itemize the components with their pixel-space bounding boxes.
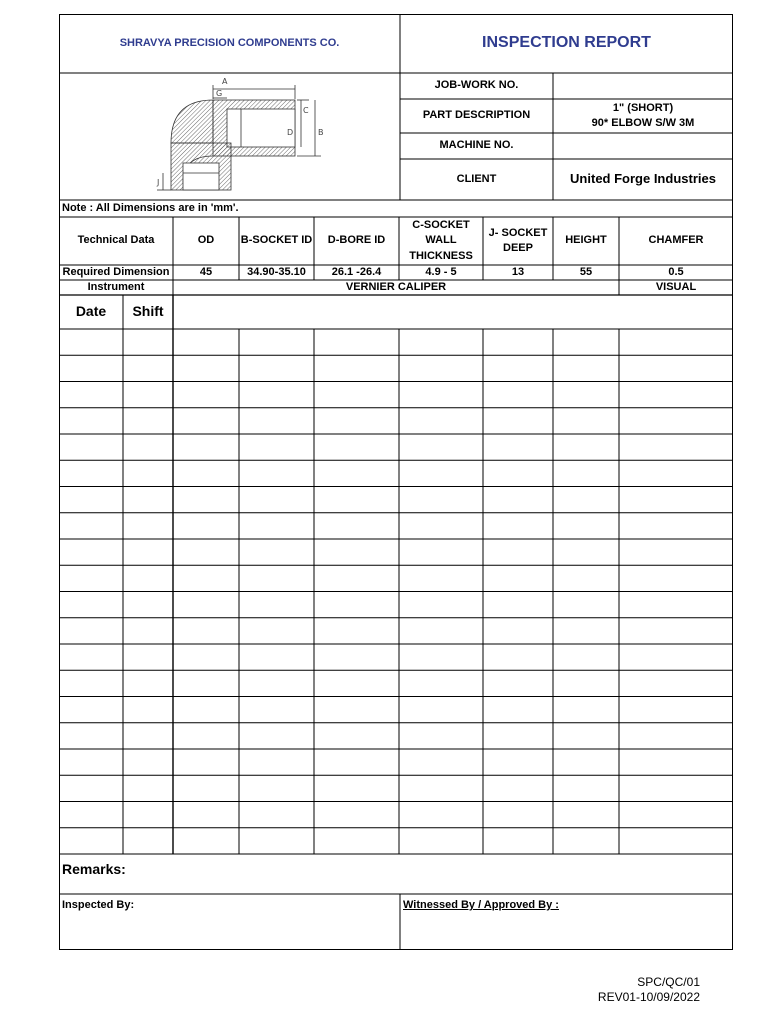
required-j-socket-deep: 13 [511, 265, 525, 278]
entry-cell-od[interactable] [173, 434, 239, 460]
entry-cell-d-bore-id[interactable] [314, 382, 399, 408]
entry-cell-height[interactable] [553, 460, 619, 486]
entry-cell-shift[interactable] [123, 434, 173, 460]
entry-cell-shift[interactable] [123, 775, 173, 801]
required-chamfer: 0.5 [668, 265, 684, 278]
entry-cell-height[interactable] [553, 644, 619, 670]
entry-cell-d-bore-id[interactable] [314, 670, 399, 696]
entry-cell-height[interactable] [553, 382, 619, 408]
col-chamfer: CHAMFER [648, 234, 704, 247]
entry-cell-height[interactable] [553, 408, 619, 434]
entry-cell-c-socket-wall[interactable] [399, 565, 483, 591]
entry-cell-height[interactable] [553, 434, 619, 460]
entry-cell-chamfer[interactable] [619, 565, 733, 591]
entry-cell-b-socket-id[interactable] [239, 513, 314, 539]
entry-cell-od[interactable] [173, 828, 239, 854]
entry-cell-c-socket-wall[interactable] [399, 670, 483, 696]
dim-label-a: A [222, 77, 228, 86]
part-description-line2: 90* ELBOW S/W 3M [591, 117, 695, 129]
entry-cell-od[interactable] [173, 618, 239, 644]
entry-cell-j-socket-deep[interactable] [483, 382, 553, 408]
entry-cell-b-socket-id[interactable] [239, 408, 314, 434]
entry-cell-height[interactable] [553, 487, 619, 513]
entry-cell-chamfer[interactable] [619, 329, 733, 355]
entry-cell-chamfer[interactable] [619, 434, 733, 460]
entry-cell-od[interactable] [173, 697, 239, 723]
job-work-value [553, 73, 733, 99]
entry-cell-j-socket-deep[interactable] [483, 408, 553, 434]
entry-cell-shift[interactable] [123, 513, 173, 539]
entry-cell-height[interactable] [553, 618, 619, 644]
inspection-report-sheet [59, 14, 733, 950]
dim-label-d: D [287, 128, 294, 137]
entry-cell-d-bore-id[interactable] [314, 828, 399, 854]
entry-cell-j-socket-deep[interactable] [483, 618, 553, 644]
entry-cell-shift[interactable] [123, 408, 173, 434]
entry-cell-od[interactable] [173, 487, 239, 513]
entry-cell-od[interactable] [173, 723, 239, 749]
entry-cell-od[interactable] [173, 592, 239, 618]
entry-cell-j-socket-deep[interactable] [483, 697, 553, 723]
entry-cell-b-socket-id[interactable] [239, 539, 314, 565]
required-d-bore-id: 26.1 -26.4 [331, 265, 382, 278]
inspected-by-label: Inspected By: [62, 899, 135, 911]
required-od: 45 [199, 265, 213, 278]
dim-label-c: C [303, 106, 309, 115]
entry-cell-d-bore-id[interactable] [314, 697, 399, 723]
entry-cell-b-socket-id[interactable] [239, 644, 314, 670]
witnessed-by-label: Witnessed By / Approved By : [403, 899, 559, 911]
entry-cell-j-socket-deep[interactable] [483, 775, 553, 801]
remarks-label: Remarks: [62, 861, 126, 877]
entry-cell-date[interactable] [59, 539, 123, 565]
entry-cell-c-socket-wall[interactable] [399, 355, 483, 381]
entry-cell-date[interactable] [59, 670, 123, 696]
entry-cell-shift[interactable] [123, 539, 173, 565]
entry-cell-date[interactable] [59, 802, 123, 828]
col-j-socket-deep: J- SOCKET DEEP [488, 226, 548, 254]
entry-cell-j-socket-deep[interactable] [483, 513, 553, 539]
entry-cell-j-socket-deep[interactable] [483, 592, 553, 618]
entry-cell-height[interactable] [553, 775, 619, 801]
entry-cell-chamfer[interactable] [619, 513, 733, 539]
entry-cell-b-socket-id[interactable] [239, 565, 314, 591]
entry-cell-shift[interactable] [123, 618, 173, 644]
entry-cell-c-socket-wall[interactable] [399, 408, 483, 434]
required-c-socket-wall: 4.9 - 5 [425, 265, 457, 278]
entry-cell-chamfer[interactable] [619, 618, 733, 644]
entry-cell-d-bore-id[interactable] [314, 775, 399, 801]
dim-label-g: G [216, 89, 223, 98]
entry-cell-shift[interactable] [123, 644, 173, 670]
machine-no-label: MACHINE NO. [439, 139, 514, 152]
entry-cell-j-socket-deep[interactable] [483, 487, 553, 513]
entry-cell-chamfer[interactable] [619, 592, 733, 618]
entry-cell-od[interactable] [173, 802, 239, 828]
entry-cell-j-socket-deep[interactable] [483, 355, 553, 381]
entry-cell-date[interactable] [59, 697, 123, 723]
entry-cell-date[interactable] [59, 513, 123, 539]
entry-cell-c-socket-wall[interactable] [399, 460, 483, 486]
entry-cell-b-socket-id[interactable] [239, 487, 314, 513]
entry-cell-shift[interactable] [123, 460, 173, 486]
entry-cell-chamfer[interactable] [619, 670, 733, 696]
entry-cell-c-socket-wall[interactable] [399, 513, 483, 539]
entry-cell-b-socket-id[interactable] [239, 618, 314, 644]
entry-cell-d-bore-id[interactable] [314, 565, 399, 591]
entry-cell-c-socket-wall[interactable] [399, 487, 483, 513]
entry-cell-date[interactable] [59, 775, 123, 801]
entry-cell-date[interactable] [59, 618, 123, 644]
entry-cell-c-socket-wall[interactable] [399, 828, 483, 854]
entry-cell-d-bore-id[interactable] [314, 592, 399, 618]
entry-cell-od[interactable] [173, 408, 239, 434]
entry-cell-height[interactable] [553, 565, 619, 591]
entry-cell-b-socket-id[interactable] [239, 382, 314, 408]
entry-cell-od[interactable] [173, 329, 239, 355]
entry-cell-b-socket-id[interactable] [239, 802, 314, 828]
entry-cell-j-socket-deep[interactable] [483, 434, 553, 460]
entry-cell-height[interactable] [553, 749, 619, 775]
entry-cell-d-bore-id[interactable] [314, 355, 399, 381]
entry-cell-height[interactable] [553, 828, 619, 854]
elbow-fitting-drawing-icon [59, 73, 400, 200]
entry-cell-chamfer[interactable] [619, 644, 733, 670]
entry-cell-chamfer[interactable] [619, 539, 733, 565]
entry-cell-c-socket-wall[interactable] [399, 802, 483, 828]
entry-cell-chamfer[interactable] [619, 775, 733, 801]
machine-no-value [553, 133, 733, 159]
required-dimension-label: Required Dimension [62, 265, 170, 278]
entry-cell-chamfer[interactable] [619, 355, 733, 381]
entry-cell-od[interactable] [173, 644, 239, 670]
entry-cell-c-socket-wall[interactable] [399, 618, 483, 644]
entry-cell-shift[interactable] [123, 592, 173, 618]
col-od: OD [197, 234, 215, 247]
client-value: United Forge Industries [570, 171, 716, 187]
entry-cell-c-socket-wall[interactable] [399, 723, 483, 749]
entry-cell-chamfer[interactable] [619, 723, 733, 749]
entry-cell-c-socket-wall[interactable] [399, 329, 483, 355]
entry-cell-date[interactable] [59, 460, 123, 486]
entry-cell-j-socket-deep[interactable] [483, 802, 553, 828]
entry-cell-height[interactable] [553, 670, 619, 696]
entry-cell-od[interactable] [173, 775, 239, 801]
entry-cell-shift[interactable] [123, 749, 173, 775]
entry-cell-height[interactable] [553, 723, 619, 749]
entry-cell-b-socket-id[interactable] [239, 592, 314, 618]
units-note: Note : All Dimensions are in 'mm'. [62, 201, 239, 214]
entry-cell-j-socket-deep[interactable] [483, 828, 553, 854]
entry-cell-od[interactable] [173, 670, 239, 696]
entry-cell-b-socket-id[interactable] [239, 775, 314, 801]
company-name: SHRAVYA PRECISION COMPONENTS CO. [119, 36, 340, 49]
entry-cell-c-socket-wall[interactable] [399, 382, 483, 408]
entry-cell-od[interactable] [173, 382, 239, 408]
job-work-label: JOB-WORK NO. [434, 79, 519, 92]
instrument-vernier-caliper: VERNIER CALIPER [345, 280, 447, 293]
shift-header: Shift [132, 303, 164, 320]
entry-cell-b-socket-id[interactable] [239, 434, 314, 460]
entry-cell-date[interactable] [59, 329, 123, 355]
entry-cell-date[interactable] [59, 382, 123, 408]
revision: REV01-10/09/2022 [597, 990, 700, 1004]
entry-cell-date[interactable] [59, 565, 123, 591]
entry-cell-date[interactable] [59, 355, 123, 381]
instrument-label: Instrument [87, 280, 145, 293]
entry-cell-height[interactable] [553, 592, 619, 618]
doc-code: SPC/QC/01 [637, 975, 700, 989]
entry-cell-c-socket-wall[interactable] [399, 697, 483, 723]
entry-cell-shift[interactable] [123, 828, 173, 854]
entry-cell-d-bore-id[interactable] [314, 434, 399, 460]
entry-cell-d-bore-id[interactable] [314, 644, 399, 670]
entry-cell-height[interactable] [553, 513, 619, 539]
col-b-socket-id: B-SOCKET ID [240, 234, 313, 247]
date-header: Date [75, 303, 107, 320]
entry-cell-date[interactable] [59, 828, 123, 854]
entry-cell-chamfer[interactable] [619, 382, 733, 408]
required-height: 55 [579, 265, 593, 278]
entry-cell-d-bore-id[interactable] [314, 513, 399, 539]
entry-cell-d-bore-id[interactable] [314, 802, 399, 828]
client-label: CLIENT [456, 172, 497, 185]
entry-cell-c-socket-wall[interactable] [399, 749, 483, 775]
entry-cell-shift[interactable] [123, 802, 173, 828]
col-height: HEIGHT [565, 234, 607, 247]
dim-label-j: J [157, 178, 160, 187]
entry-cell-height[interactable] [553, 329, 619, 355]
entry-cell-chamfer[interactable] [619, 828, 733, 854]
entry-cell-date[interactable] [59, 723, 123, 749]
part-description-label: PART DESCRIPTION [422, 109, 531, 122]
entry-cell-height[interactable] [553, 355, 619, 381]
entry-cell-d-bore-id[interactable] [314, 539, 399, 565]
entry-cell-od[interactable] [173, 460, 239, 486]
entry-cell-shift[interactable] [123, 382, 173, 408]
entry-cell-d-bore-id[interactable] [314, 618, 399, 644]
entry-cell-height[interactable] [553, 802, 619, 828]
entry-cell-d-bore-id[interactable] [314, 329, 399, 355]
entry-cell-b-socket-id[interactable] [239, 670, 314, 696]
entry-cell-od[interactable] [173, 513, 239, 539]
entry-cell-date[interactable] [59, 408, 123, 434]
part-description-line1: 1" (SHORT) [612, 101, 674, 114]
entry-cell-j-socket-deep[interactable] [483, 539, 553, 565]
entry-cell-j-socket-deep[interactable] [483, 329, 553, 355]
entry-cell-height[interactable] [553, 697, 619, 723]
entry-cell-chamfer[interactable] [619, 697, 733, 723]
document-footer [598, 975, 700, 1005]
entry-cell-j-socket-deep[interactable] [483, 670, 553, 696]
col-c-socket-wall-thickness: C-SOCKET WALL THICKNESS [409, 218, 473, 262]
entry-cell-date[interactable] [59, 487, 123, 513]
entry-cell-b-socket-id[interactable] [239, 355, 314, 381]
entry-cell-d-bore-id[interactable] [314, 723, 399, 749]
entry-cell-b-socket-id[interactable] [239, 723, 314, 749]
col-d-bore-id: D-BORE ID [327, 234, 386, 247]
entry-cell-c-socket-wall[interactable] [399, 539, 483, 565]
entry-cell-date[interactable] [59, 592, 123, 618]
entry-cell-date[interactable] [59, 434, 123, 460]
technical-data-label: Technical Data [77, 234, 155, 247]
entry-cell-b-socket-id[interactable] [239, 697, 314, 723]
entry-cell-chamfer[interactable] [619, 487, 733, 513]
entry-cell-chamfer[interactable] [619, 802, 733, 828]
entry-cell-date[interactable] [59, 644, 123, 670]
entry-cell-j-socket-deep[interactable] [483, 723, 553, 749]
entry-cell-shift[interactable] [123, 697, 173, 723]
required-b-socket-id: 34.90-35.10 [247, 265, 306, 278]
entry-cell-shift[interactable] [123, 723, 173, 749]
entry-cell-shift[interactable] [123, 329, 173, 355]
entry-cell-j-socket-deep[interactable] [483, 460, 553, 486]
entry-cell-j-socket-deep[interactable] [483, 565, 553, 591]
entry-cell-date[interactable] [59, 749, 123, 775]
entry-cell-b-socket-id[interactable] [239, 329, 314, 355]
entry-cell-b-socket-id[interactable] [239, 749, 314, 775]
entry-cell-c-socket-wall[interactable] [399, 434, 483, 460]
entry-cell-shift[interactable] [123, 565, 173, 591]
entry-cell-od[interactable] [173, 539, 239, 565]
entry-cell-shift[interactable] [123, 487, 173, 513]
instrument-visual: VISUAL [655, 280, 697, 293]
entry-cell-j-socket-deep[interactable] [483, 644, 553, 670]
entry-cell-c-socket-wall[interactable] [399, 775, 483, 801]
entry-cell-d-bore-id[interactable] [314, 460, 399, 486]
entry-cell-shift[interactable] [123, 355, 173, 381]
entry-cell-height[interactable] [553, 539, 619, 565]
entry-cell-chamfer[interactable] [619, 460, 733, 486]
entry-cell-od[interactable] [173, 749, 239, 775]
entry-cell-od[interactable] [173, 355, 239, 381]
entry-cell-od[interactable] [173, 565, 239, 591]
entry-cell-chamfer[interactable] [619, 749, 733, 775]
entry-cell-j-socket-deep[interactable] [483, 749, 553, 775]
dim-label-b: B [318, 128, 324, 137]
entry-cell-shift[interactable] [123, 670, 173, 696]
entry-cell-d-bore-id[interactable] [314, 408, 399, 434]
report-title: INSPECTION REPORT [482, 34, 651, 52]
entry-cell-c-socket-wall[interactable] [399, 592, 483, 618]
entry-cell-chamfer[interactable] [619, 408, 733, 434]
entry-cell-b-socket-id[interactable] [239, 828, 314, 854]
entry-cell-d-bore-id[interactable] [314, 749, 399, 775]
entry-cell-b-socket-id[interactable] [239, 460, 314, 486]
entry-cell-c-socket-wall[interactable] [399, 644, 483, 670]
part-description-value [553, 99, 733, 133]
entry-cell-d-bore-id[interactable] [314, 487, 399, 513]
